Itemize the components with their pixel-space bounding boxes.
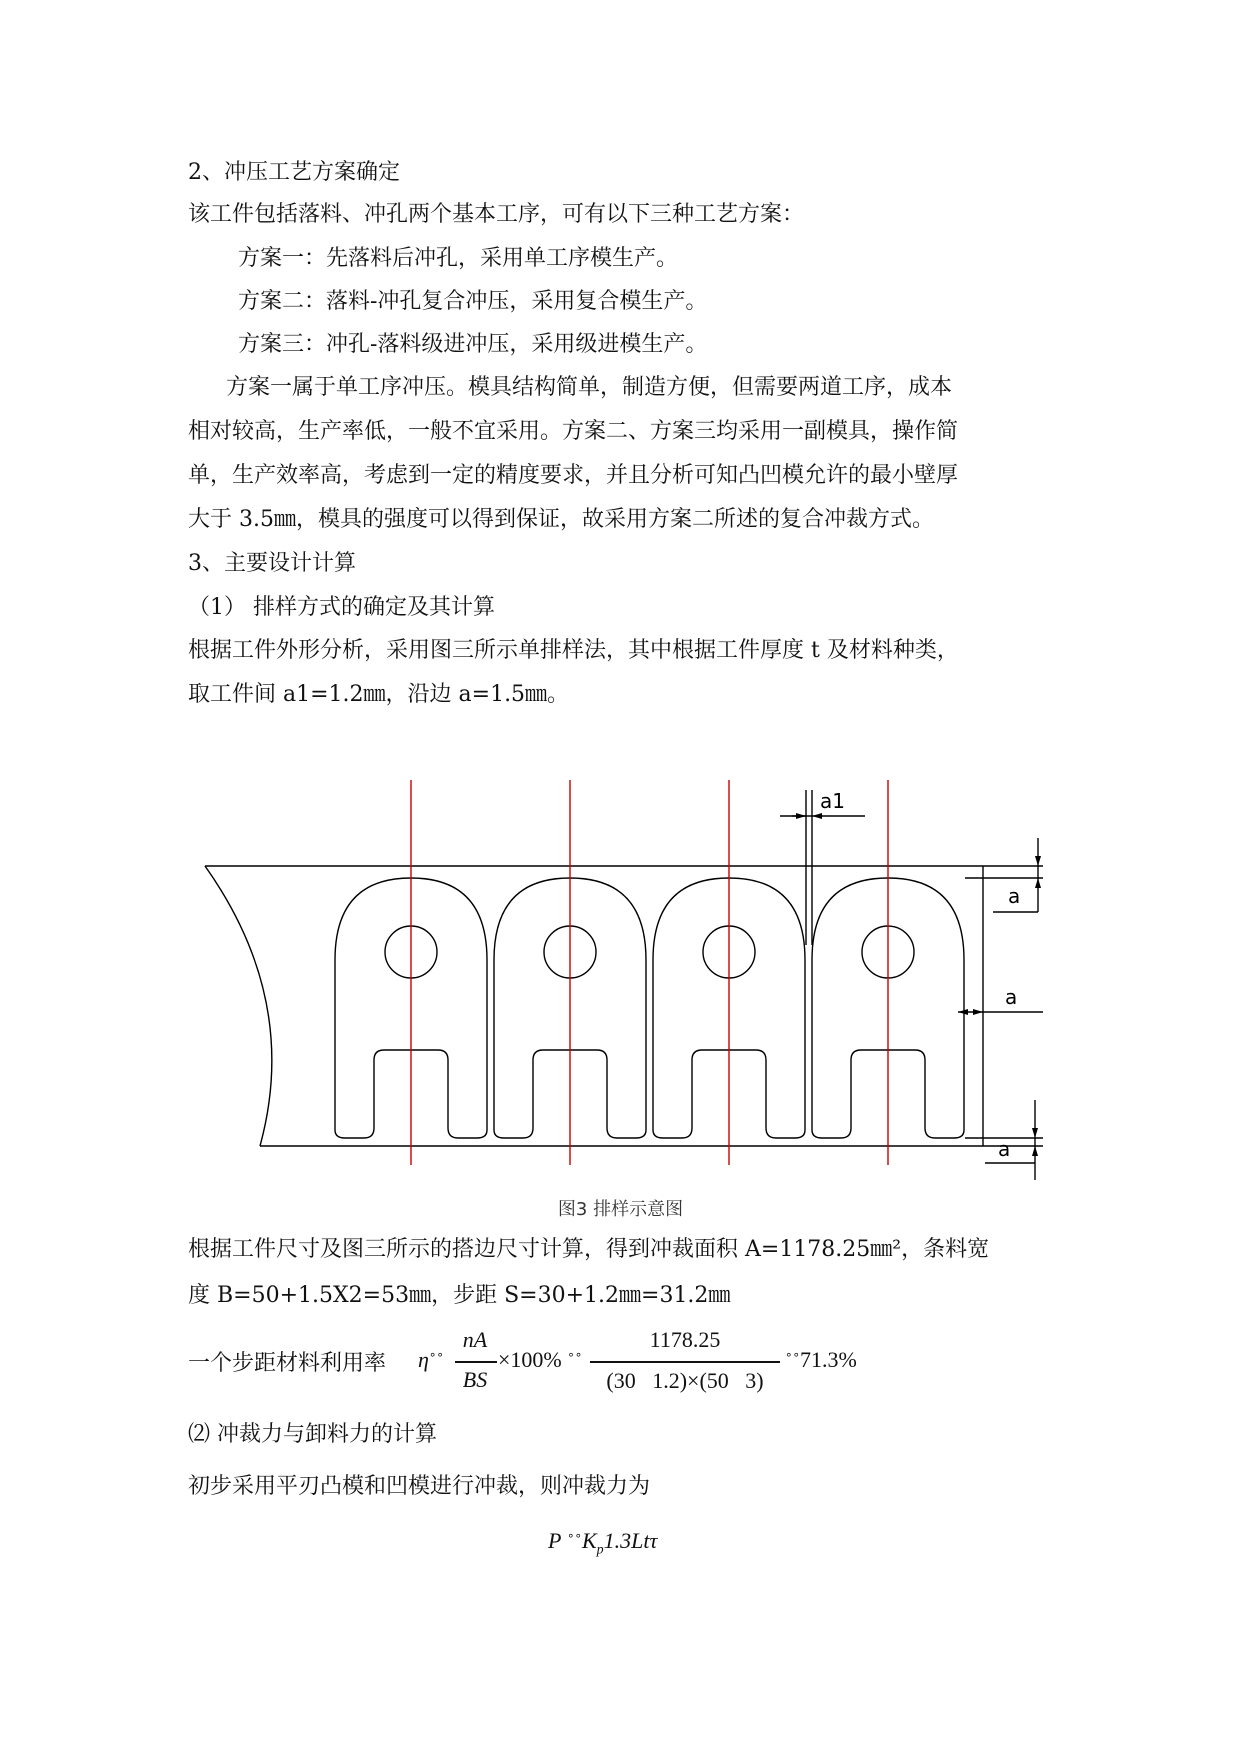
paragraph-line: 取工件间 a1=1.2㎜，沿边 a=1.5㎜。 bbox=[188, 682, 570, 707]
fraction-denominator-2: (30 1.2)×(50 3) bbox=[606, 1368, 764, 1393]
paragraph-line: 度 B=50+1.5X2=53㎜，步距 S=30+1.2㎜=31.2㎜ bbox=[188, 1283, 731, 1308]
label-a1: a1 bbox=[820, 789, 845, 813]
label-a-top: a bbox=[1008, 884, 1021, 908]
formula-eta: η∘∘ bbox=[418, 1347, 444, 1372]
paragraph-line: 初步采用平刃凸模和凹模进行冲裁，则冲裁力为 bbox=[188, 1474, 651, 1499]
scheme-3: 方案三：冲孔-落料级进冲压，采用级进模生产。 bbox=[238, 332, 708, 357]
figure-caption: 图3 排样示意图 bbox=[557, 1199, 684, 1220]
label-a-bottom: a bbox=[998, 1137, 1011, 1161]
fraction-bar-2 bbox=[590, 1361, 780, 1363]
paragraph-line: 方案一属于单工序冲压。模具结构简单，制造方便，但需要两道工序，成本 bbox=[226, 375, 953, 400]
label-a-middle: a bbox=[1005, 985, 1018, 1009]
utilization-label: 一个步距材料利用率 bbox=[188, 1351, 387, 1376]
scheme-1: 方案一：先落料后冲孔，采用单工序模生产。 bbox=[238, 246, 679, 271]
section-heading-3: 3、主要设计计算 bbox=[188, 551, 356, 576]
fraction-bar-1 bbox=[455, 1361, 497, 1363]
formula-result: ∘∘71.3% bbox=[785, 1347, 857, 1372]
section-heading-2: 2、冲压工艺方案确定 bbox=[188, 160, 400, 185]
scheme-2: 方案二：落料-冲孔复合冲压，采用复合模生产。 bbox=[238, 289, 708, 314]
fraction-denominator-1: BS bbox=[462, 1367, 488, 1392]
formula-times100: ×100% ∘∘ bbox=[498, 1347, 583, 1372]
subsection-heading-2: ⑵ 冲裁力与卸料力的计算 bbox=[188, 1422, 437, 1447]
paragraph-line: 根据工件尺寸及图三所示的搭边尺寸计算，得到冲裁面积 A=1178.25㎜²，条料宽 bbox=[188, 1237, 990, 1262]
paragraph-line: 单，生产效率高，考虑到一定的精度要求，并且分析可知凸凹模允许的最小壁厚 bbox=[188, 463, 959, 488]
formula-punch-force: P $^{\circ\circ}K_p1.3Lt\tau$ bbox=[548, 1528, 658, 1558]
fraction-numerator-1: nA bbox=[462, 1327, 488, 1352]
paragraph-line: 根据工件外形分析，采用图三所示单排样法，其中根据工件厚度 t 及材料种类， bbox=[188, 638, 959, 663]
subsection-heading-1: （1） 排样方式的确定及其计算 bbox=[188, 595, 495, 620]
fraction-numerator-2: 1178.25 bbox=[649, 1327, 721, 1352]
paragraph-line: 大于 3.5㎜，模具的强度可以得到保证，故采用方案二所述的复合冲裁方式。 bbox=[188, 507, 934, 532]
paragraph-line: 该工件包括落料、冲孔两个基本工序，可有以下三种工艺方案： bbox=[188, 202, 805, 227]
paragraph-line: 相对较高，生产率低，一般不宜采用。方案二、方案三均采用一副模具，操作简 bbox=[188, 419, 959, 444]
